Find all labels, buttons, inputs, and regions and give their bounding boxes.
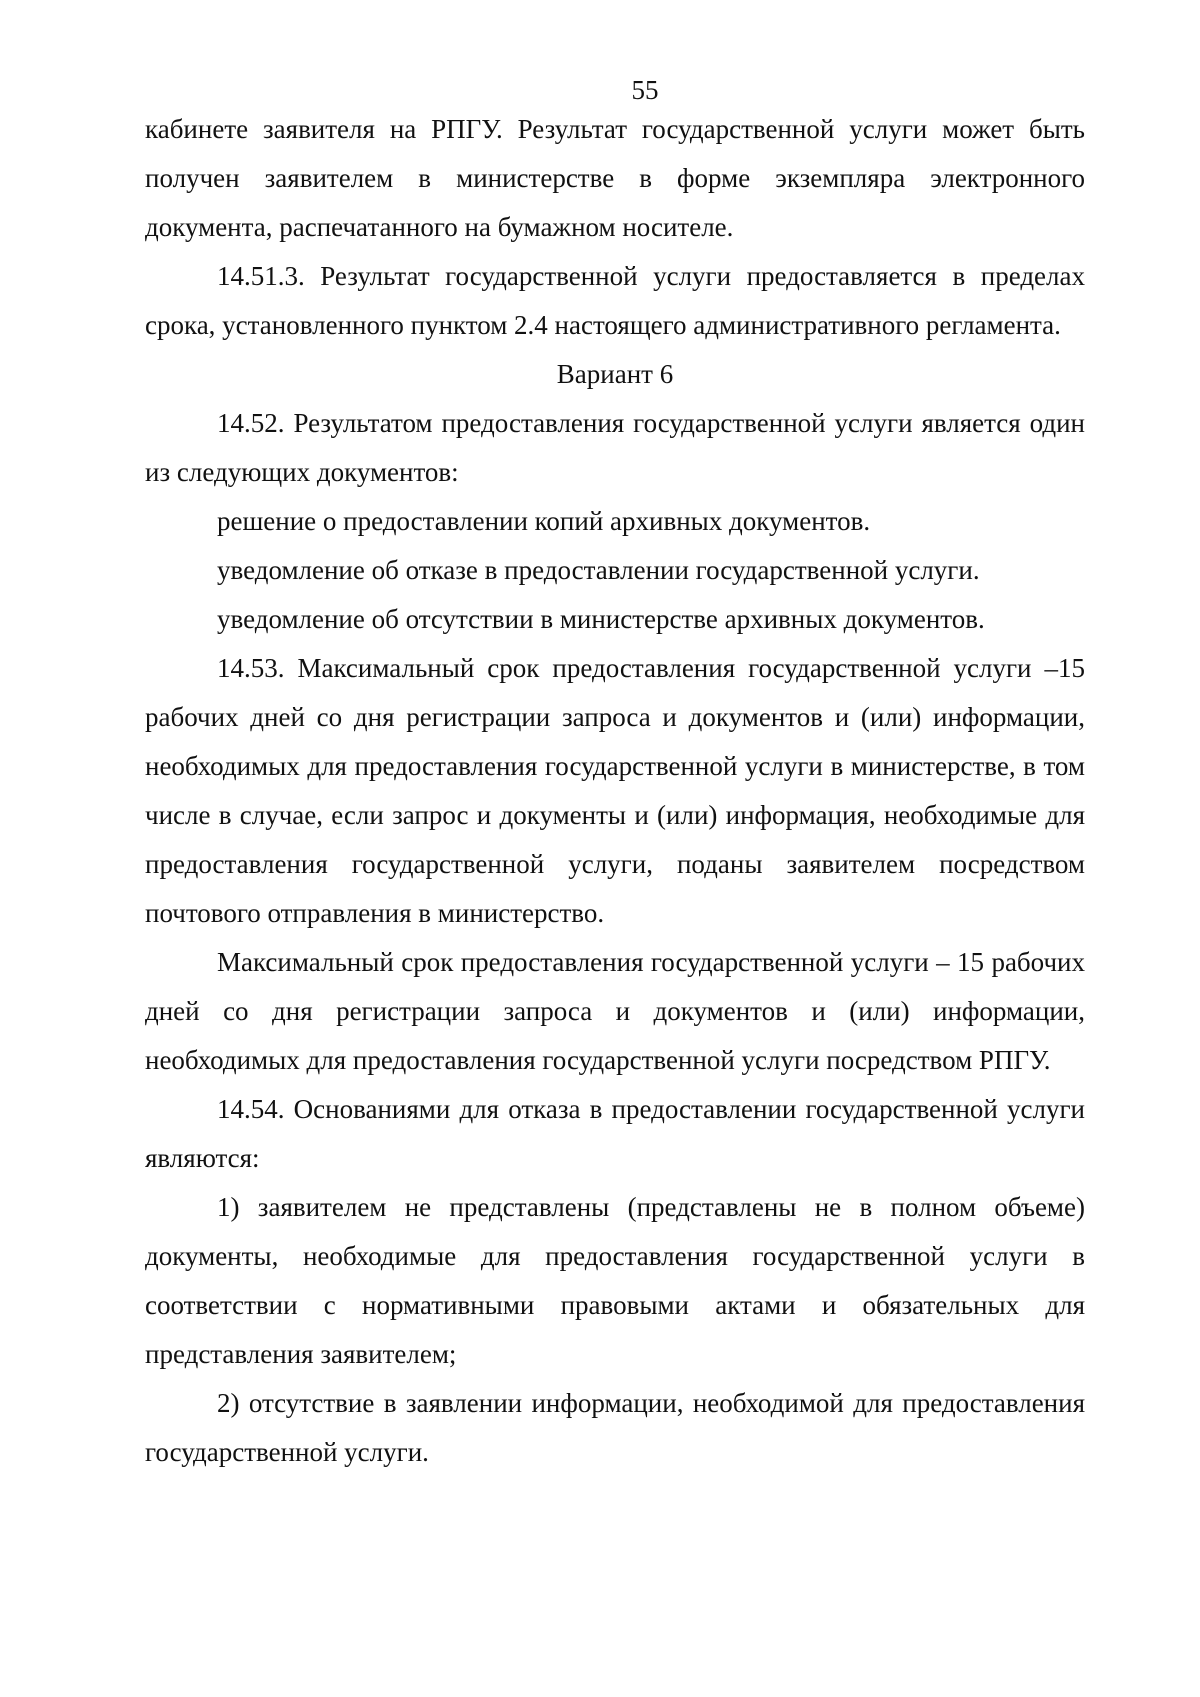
section-heading-variant-6: Вариант 6 xyxy=(556,359,674,389)
document-body xyxy=(145,105,1085,1477)
paragraph-continuation: кабинете заявителя на РПГУ. Результат государственной услуги может быть получен заявителем в министерстве в форме экземпляра электронного документа, распечатанного на бумажном носителе. xyxy=(145,114,1085,242)
page-number: 55 xyxy=(631,75,659,105)
paragraph-14-54: 14.54. Основаниями для отказа в предоставлении государственной услуги являются: xyxy=(145,1094,1085,1173)
paragraph-14-53: 14.53. Максимальный срок предоставления государственной услуги –15 рабочих дней со дня регистрации запроса и документов и (или) информации, необходимых для предоставления государственной услуги в министерстве, в том числе в случае, если запрос и документы и (или) информация, необходимые для предоставления государственной услуги, поданы заявителем посредством почтового отправления в министерство. xyxy=(145,653,1085,928)
list-item-refusal-notice: уведомление об отказе в предоставлении государственной услуги. xyxy=(217,555,980,585)
paragraph-14-52: 14.52. Результатом предоставления государственной услуги является один из следующих документов: xyxy=(145,408,1085,487)
refusal-ground-1: 1) заявителем не представлены (представлены не в полном объеме) документы, необходимые для предоставления государственной услуги в соответствии с нормативными правовыми актами и обязательных для представления заявителем; xyxy=(145,1192,1085,1369)
list-item-decision: решение о предоставлении копий архивных документов. xyxy=(217,506,871,536)
refusal-ground-2: 2) отсутствие в заявлении информации, необходимой для предоставления государственной услуги. xyxy=(145,1388,1085,1467)
list-item-absence-notice: уведомление об отсутствии в министерстве архивных документов. xyxy=(217,604,985,634)
paragraph-max-term-rpgu: Максимальный срок предоставления государственной услуги – 15 рабочих дней со дня регистрации запроса и документов и (или) информации, необходимых для предоставления государственной услуги посредством РПГУ. xyxy=(145,947,1085,1075)
paragraph-14-51-3: 14.51.3. Результат государственной услуги предоставляется в пределах срока, установленного пунктом 2.4 настоящего административного регламента. xyxy=(145,261,1085,340)
